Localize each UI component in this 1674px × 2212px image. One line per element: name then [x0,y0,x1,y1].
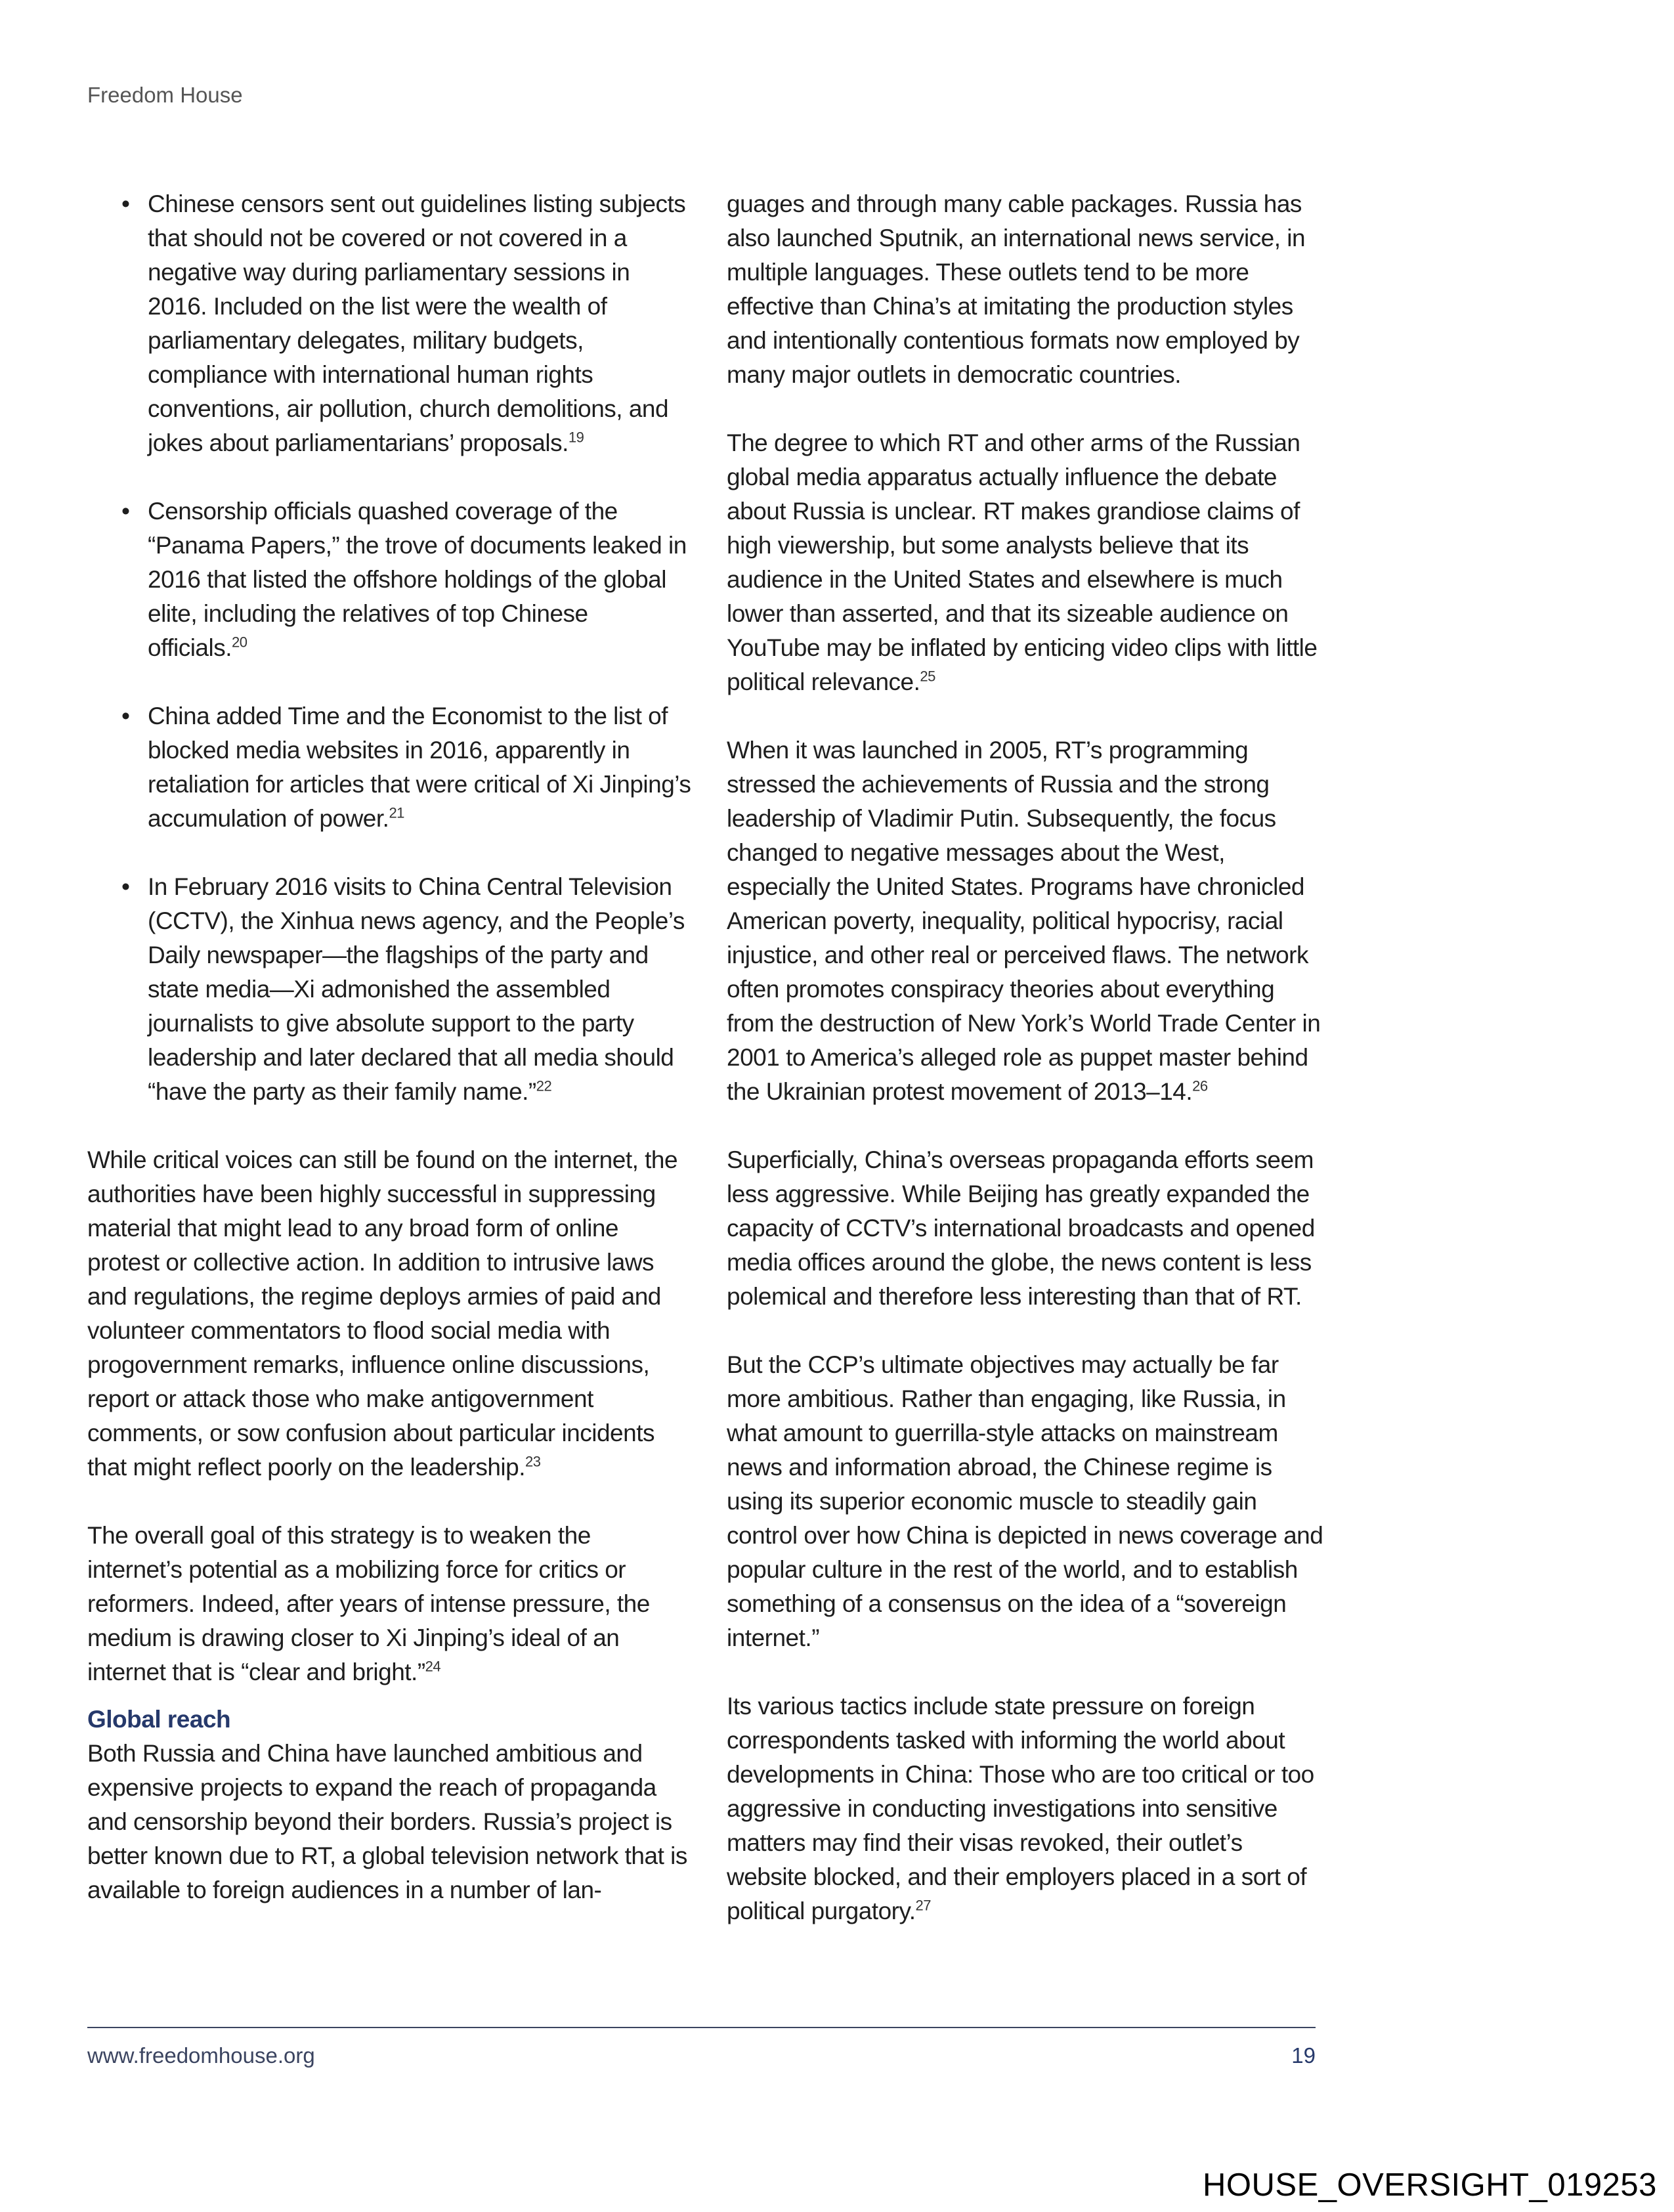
paragraph-text: Its various tactics include state pressure on foreign correspondents tasked with informing the world about developments in China: Those who are too critical or too aggressive in conducting investigations into sensitive matters may find their visas revoked, their outlet’s website blocked, and their employers placed in a sort of political purgatory. [727,1693,1314,1924]
paragraph-text: Superficially, China’s overseas propaganda efforts seem less aggressive. While Beijing has greatly expanded the capacity of CCTV’s international broadcasts and opened media offices around the globe, the news content is less polemical and therefore less interesting than that of RT. [727,1146,1315,1310]
page-number: 19 [1291,2043,1316,2068]
bullet-text: In February 2016 visits to China Central Television (CCTV), the Xinhua news agency, and the People’s Daily newspaper—the flagships of the party and state media—Xi admonished the assembled journalists to give absolute support to the party leadership and later declared that all media should “have the party as their family name.” [148,873,685,1105]
paragraph [727,733,1324,1109]
paragraph-text: When it was launched in 2005, RT’s programming stressed the achievements of Russia and the strong leadership of Vladimir Putin. Subsequently, the focus changed to negative messages about the West, especially the United States. Programs have chronicled American poverty, inequality, political hypocrisy, racial injustice, and other real or perceived flaws. The network often promotes conspiracy theories about everything from the destruction of New York’s World Trade Center in 2001 to America’s alleged role as puppet master behind the Ukrainian protest movement of 2013–14. [727,737,1321,1105]
paragraph [727,426,1324,699]
bullet-item [87,699,691,836]
footnote-ref: 19 [568,429,584,446]
paragraph [87,1143,691,1485]
bates-stamp: HOUSE_OVERSIGHT_019253 [1203,2167,1657,2203]
paragraph [727,1143,1324,1314]
bullet-item [87,870,691,1109]
paragraph: Both Russia and China have launched ambitious and expensive projects to expand the reach of propaganda and censorship beyond their borders. Russia’s project is better known due to RT, a global television network that is available to foreign audiences in a number of lan- [87,1740,687,1903]
right-column [727,187,1324,1963]
paragraph-text: While critical voices can still be found on the internet, the authorities have been highly successful in suppressing material that might lead to any broad form of online protest or collective action. In addition to intrusive laws and regulations, the regime deploys armies of paid and volunteer commentators to flood social media with progovernment remarks, influence online discussions, report or attack those who make antigovernment comments, or sow confusion about particular incidents that might reflect poorly on the leadership. [87,1146,678,1481]
footnote-ref: 27 [915,1897,932,1914]
bullet-list [87,187,691,1109]
paragraph-text: The overall goal of this strategy is to weaken the internet’s potential as a mobilizing force for critics or reformers. Indeed, after years of intense pressure, the medium is drawing closer to Xi Jinping’s ideal of an internet that is “clear and bright.” [87,1522,650,1685]
footer-divider [87,2027,1316,2028]
footnote-ref: 26 [1192,1077,1208,1095]
footnote-ref: 21 [389,804,404,821]
bullet-item [87,494,691,665]
footnote-ref: 20 [232,634,247,651]
running-head: Freedom House [87,83,243,107]
bullet-text: Censorship officials quashed coverage of the “Panama Papers,” the trove of documents leaked in 2016 that listed the offshore holdings of the global elite, including the relatives of top Chinese officials. [148,498,687,661]
footnote-ref: 24 [425,1658,441,1675]
paragraph [87,1519,691,1689]
paragraph-text: guages and through many cable packages. Russia has also launched Sputnik, an international news service, in multiple languages. These outlets tend to be more effective than China’s at imitating the production styles and intentionally contentious formats now employed by many major outlets in democratic countries. [727,190,1306,388]
left-column [87,187,691,1941]
footnote-ref: 22 [536,1077,552,1095]
paragraph-text: The degree to which RT and other arms of the Russian global media apparatus actually influence the debate about Russia is unclear. RT makes grandiose claims of high viewership, but some analysts believe that its audience in the United States and elsewhere is much lower than asserted, and that its sizeable audience on YouTube may be inflated by enticing video clips with little political relevance. [727,429,1318,695]
bullet-text: Chinese censors sent out guidelines listing subjects that should not be covered or not covered in a negative way during parliamentary sessions in 2016. Included on the list were the wealth of parliamentary delegates, military budgets, compliance with international human rights conventions, air pollution, church demolitions, and jokes about parliamentarians’ proposals. [148,190,686,456]
bullet-item [87,187,691,460]
footnote-ref: 25 [920,668,935,685]
paragraph [727,1689,1324,1928]
paragraph [727,187,1324,392]
footer-url-link[interactable]: www.freedomhouse.org [87,2043,315,2068]
paragraph-text: But the CCP’s ultimate objectives may actually be far more ambitious. Rather than engaging, like Russia, in what amount to guerrilla-style attacks on mainstream news and information abroad, the Chinese regime is using its superior economic muscle to steadily gain control over how China is depicted in news coverage and popular culture in the rest of the world, and to establish something of a consensus on the idea of a “sovereign internet.” [727,1351,1323,1651]
footnote-ref: 23 [525,1453,541,1470]
section-heading: Global reach [87,1706,231,1733]
paragraph [727,1348,1324,1655]
bullet-text: China added Time and the Economist to the list of blocked media websites in 2016, apparently in retaliation for articles that were critical of Xi Jinping’s accumulation of power. [148,703,691,832]
